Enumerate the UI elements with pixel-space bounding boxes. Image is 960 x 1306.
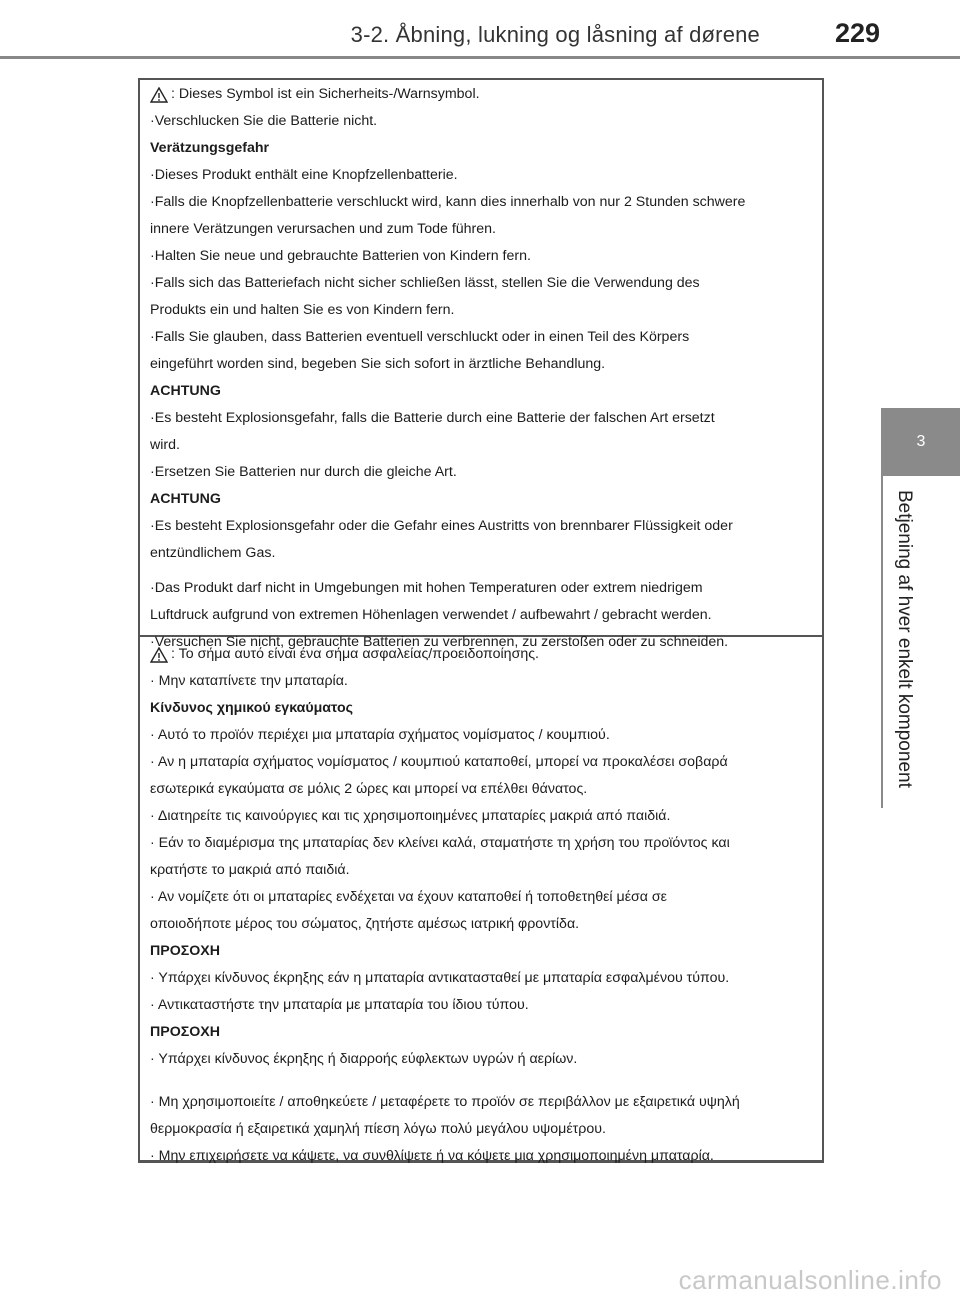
section-title: 3-2. Åbning, lukning og låsning af dørene [350, 22, 760, 47]
german-warning-text [150, 84, 810, 653]
german-line-3a: ·Falls die Knopfzellenbatterie verschluckt wird, kann dies innerhalb von nur 2 Stunden schwere [150, 194, 746, 210]
greek-line-7: · Υπάρχει κίνδυνος έκρηξης εάν η μπαταρία αντικατασταθεί με μπαταρία εσφαλμένου τύπου. [150, 970, 730, 986]
greek-line-2: · Αυτό το προϊόν περιέχει μια μπαταρία σχήματος νομίσματος / κουμπιού. [150, 727, 610, 743]
greek-line-11: · Μην επιχειρήσετε να κάψετε, να συνθλίψετε ή να κόψετε μια χρησιμοποιημένη μπαταρία. [150, 1148, 714, 1164]
greek-line-4: · Διατηρείτε τις καινούργιες και τις χρησιμοποιημένες μπαταρίες μακριά από παιδιά. [150, 808, 671, 824]
greek-line-6b: οποιοδήποτε μέρος του σώματος, ζητήστε αμέσως ιατρική φροντίδα. [150, 916, 580, 932]
warning-triangle-icon [150, 647, 168, 663]
chapter-label: Betjening af hver enkelt komponent [894, 490, 915, 788]
warning-document [138, 78, 824, 1163]
german-line-9a: ·Es besteht Explosionsgefahr oder die Gefahr eines Austritts von brennbarer Flüssigkeit oder [150, 518, 733, 534]
greek-line-9: · Υπάρχει κίνδυνος έκρηξης ή διαρροής εύφλεκτων υγρών ή αερίων. [150, 1051, 578, 1067]
greek-line-10a: · Μη χρησιμοποιείτε / αποθηκεύετε / μεταφέρετε το προϊόν σε περιβάλλον με εξαιρετικά υψηλή [150, 1094, 740, 1110]
german-line-1: ·Verschlucken Sie die Batterie nicht. [150, 113, 378, 129]
chapter-number: 3 [882, 408, 960, 476]
greek-line-1: · Μην καταπίνετε την μπαταρία. [150, 673, 348, 689]
greek-heading-2: ΠΡΟΣΟΧΗ [150, 943, 221, 959]
german-line-3b: innere Verätzungen verursachen und zum Tode führen. [150, 221, 496, 237]
greek-line-5b: κρατήστε το μακριά από παιδιά. [150, 862, 350, 878]
german-line-10b: Luftdruck aufgrund von extremen Höhenlagen verwendet / aufbewahrt / gebracht werden. [150, 607, 712, 623]
german-line-2: ·Dieses Produkt enthält eine Knopfzellenbatterie. [150, 167, 458, 183]
german-line-7b: wird. [150, 437, 180, 453]
greek-warning-text [150, 644, 810, 1167]
german-line-5b: Produkts ein und halten Sie es von Kindern fern. [150, 302, 455, 318]
greek-line-5a: · Εάν το διαμέρισμα της μπαταρίας δεν κλείνει καλά, σταματήστε τη χρήση του προϊόντος και [150, 835, 730, 851]
german-heading-3: ACHTUNG [150, 491, 221, 507]
german-line-6b: eingeführt worden sind, begeben Sie sich sofort in ärztliche Behandlung. [150, 356, 606, 372]
side-tab-line [881, 408, 883, 808]
frame-top-border [138, 78, 822, 80]
watermark: carmanualsonline.info [678, 1265, 942, 1295]
greek-line-3a: · Αν η μπαταρία σχήματος νομίσματος / κουμπιού καταποθεί, μπορεί να προκαλέσει σοβαρά [150, 754, 728, 770]
german-heading-2: ACHTUNG [150, 383, 221, 399]
greek-line-6a: · Αν νομίζετε ότι οι μπαταρίες ενδέχεται να έχουν καταποθεί ή τοποθετηθεί μέσα σε [150, 889, 667, 905]
german-line-9b: entzündlichem Gas. [150, 545, 276, 561]
german-heading-1: Verätzungsgefahr [150, 140, 270, 156]
german-line-7a: ·Es besteht Explosionsgefahr, falls die Batterie durch eine Batterie der falschen Art ersetzt [150, 410, 715, 426]
german-symbol-text: : Dieses Symbol ist ein Sicherheits-/Warnsymbol. [171, 86, 480, 102]
german-line-5a: ·Falls sich das Batteriefach nicht sicher schließen lässt, stellen Sie die Verwendung des [150, 275, 700, 291]
header-divider [0, 56, 960, 59]
german-line-8: ·Ersetzen Sie Batterien nur durch die gleiche Art. [150, 464, 457, 480]
greek-line-3b: εσωτερικά εγκαύματα σε μόλις 2 ώρες και μπορεί να επέλθει θάνατος. [150, 781, 588, 797]
warning-triangle-icon [150, 87, 168, 103]
page-number: 229 [834, 18, 880, 48]
german-symbol-line [150, 84, 810, 105]
german-line-4: ·Halten Sie neue und gebrauchte Batterien von Kindern fern. [150, 248, 531, 264]
greek-line-8: · Αντικαταστήστε την μπαταρία με μπαταρία του ίδιου τύπου. [150, 997, 529, 1013]
greek-heading-3: ΠΡΟΣΟΧΗ [150, 1024, 221, 1040]
greek-heading-1: Κίνδυνος χημικού εγκαύματος [150, 700, 354, 716]
german-line-11: ·Versuchen Sie nicht, gebrauchte Batterien zu verbrennen, zu zerstoßen oder zu schneiden. [150, 634, 729, 650]
german-line-10a: ·Das Produkt darf nicht in Umgebungen mit hohen Temperaturen oder extrem niedrigem [150, 580, 703, 596]
greek-symbol-text: : Το σήμα αυτό είναι ένα σήμα ασφαλείας/προειδοποίησης. [171, 646, 539, 662]
german-line-6a: ·Falls Sie glauben, dass Batterien eventuell verschluckt oder in einen Teil des Körpers [150, 329, 690, 345]
greek-line-10b: θερμοκρασία ή εξαιρετικά χαμηλή πίεση λόγω πολύ μεγάλου υψομέτρου. [150, 1121, 606, 1137]
greek-symbol-line [150, 644, 810, 665]
